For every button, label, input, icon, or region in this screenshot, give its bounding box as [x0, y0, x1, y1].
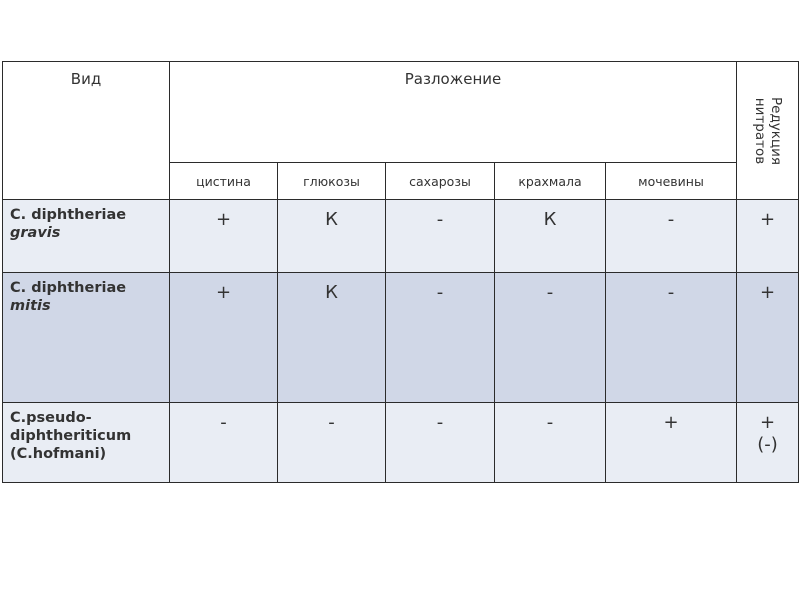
value-cell-starch: -: [495, 403, 606, 483]
nitrate-value: +: [759, 282, 776, 303]
value-cell-cystine: +: [170, 273, 278, 403]
value-cell-urea: -: [606, 200, 737, 273]
subheader-glucose: глюкозы: [278, 163, 386, 200]
subheader-sucrose: сахарозы: [386, 163, 495, 200]
value-cell-nitrate: [737, 200, 799, 273]
value-cell-glucose: К: [278, 273, 386, 403]
species-variant: mitis: [10, 298, 51, 314]
subheader-starch: крахмала: [495, 163, 606, 200]
value-cell-cystine: -: [170, 403, 278, 483]
value-cell-starch: К: [495, 200, 606, 273]
header-nitrate-reduction: [737, 62, 799, 200]
header-decomposition: Разложение: [170, 62, 737, 163]
species-cell: [3, 403, 170, 483]
value-cell-urea: -: [606, 273, 737, 403]
header-nitrate-reduction-line2: нитратов: [751, 97, 768, 164]
species-name-line1: C.pseudo-: [10, 410, 92, 426]
header-species: Вид: [3, 62, 170, 200]
value-cell-nitrate: [737, 403, 799, 483]
table-row-mitis: [3, 273, 799, 403]
species-cell: [3, 200, 170, 273]
subheader-cystine: цистина: [170, 163, 278, 200]
nitrate-value: +: [759, 412, 776, 433]
species-name-line3: (C.hofmani): [10, 446, 107, 462]
value-cell-sucrose: -: [386, 200, 495, 273]
table-row-gravis: [3, 200, 799, 273]
species-name: C. diphtheriae: [10, 207, 127, 223]
nitrate-value-alt: (-): [757, 434, 778, 455]
species-name: C. diphtheriae: [10, 280, 127, 296]
species-variant: gravis: [10, 225, 61, 241]
value-cell-cystine: +: [170, 200, 278, 273]
species-name-line2: diphtheriticum: [10, 428, 132, 444]
table-row-pseudodiphtheriticum: [3, 403, 799, 483]
subheader-urea: мочевины: [606, 163, 737, 200]
header-nitrate-reduction-line1: Редукция: [767, 96, 784, 165]
value-cell-sucrose: -: [386, 403, 495, 483]
species-cell: [3, 273, 170, 403]
value-cell-urea: +: [606, 403, 737, 483]
value-cell-starch: -: [495, 273, 606, 403]
value-cell-nitrate: [737, 273, 799, 403]
biochemical-properties-table: [2, 61, 799, 483]
value-cell-glucose: -: [278, 403, 386, 483]
header-row: [3, 62, 799, 163]
value-cell-glucose: К: [278, 200, 386, 273]
nitrate-value: +: [759, 209, 776, 230]
value-cell-sucrose: -: [386, 273, 495, 403]
